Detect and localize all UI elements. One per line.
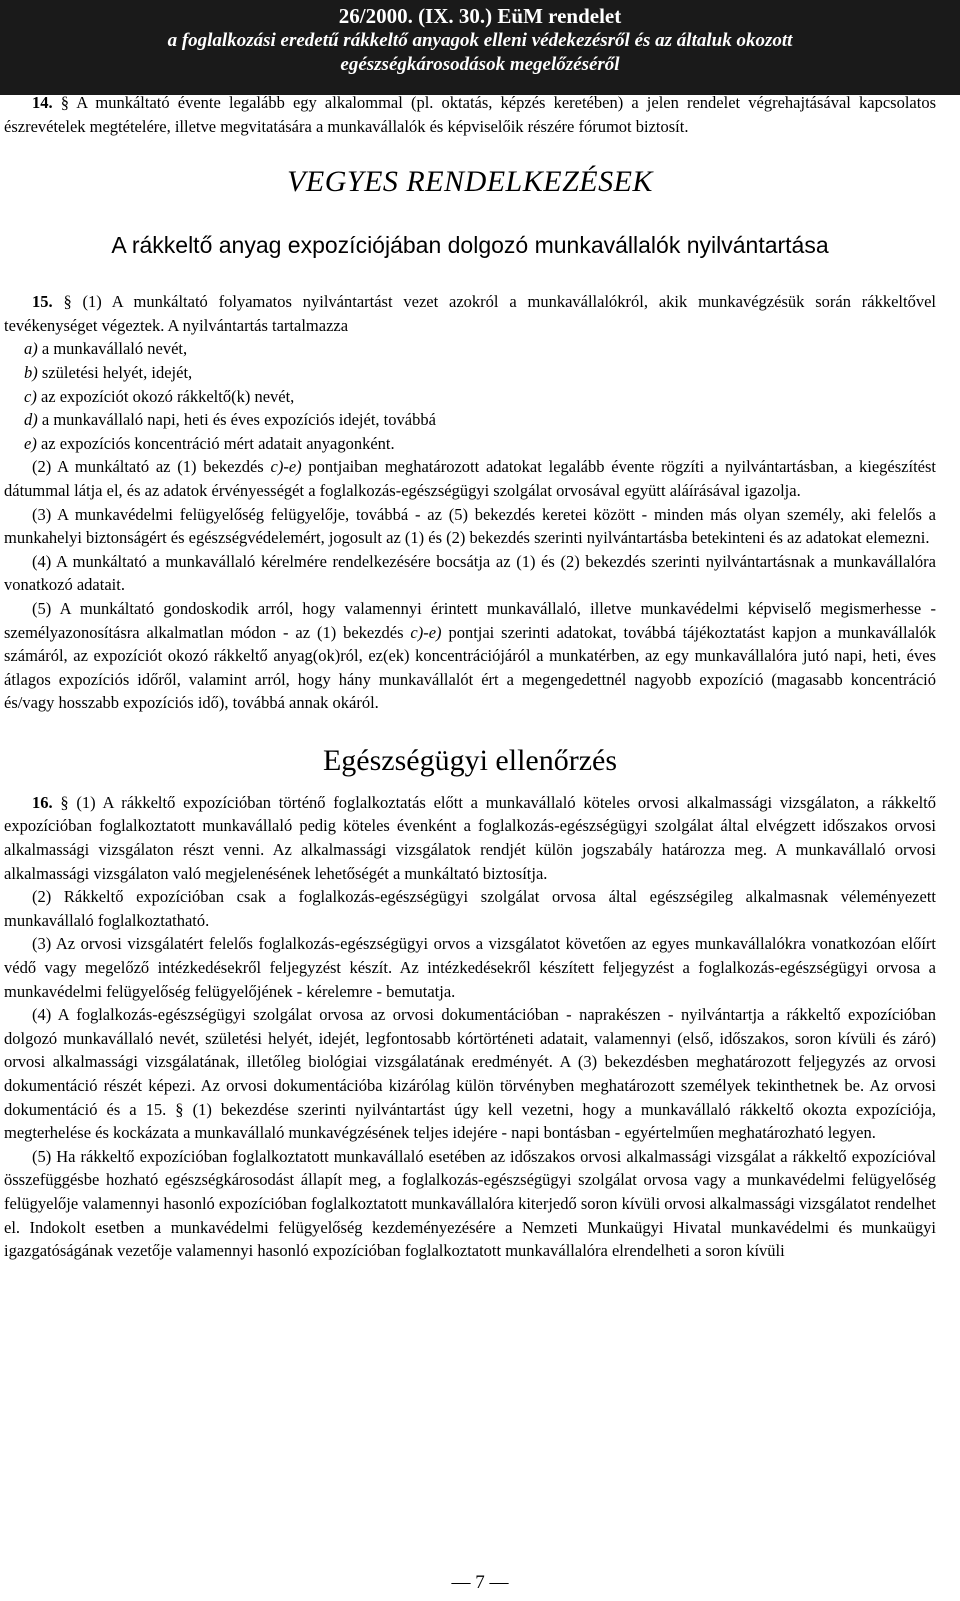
section-16-paragraph-1 — [4, 791, 936, 885]
list-item-label: a) — [24, 339, 38, 359]
p5-text-a: (5) A munkáltató gondoskodik arról, hogy valamennyi érintett munkavállaló, illetve munkavédelmi képviselő megismerhesse - személyazonosításra alkalmatlan módon - az (1) bekezdés — [4, 598, 936, 642]
list-item — [24, 385, 936, 409]
page-number: — 7 — — [451, 1572, 509, 1593]
section-15-p1-text: (1) A munkáltató folyamatos nyilvántartást vezet azokról a munkavállalókról, akik munkavégzésük során rákkeltővel tevékenységet végeztek. A nyilvántartás tartalmazza — [4, 292, 936, 335]
p2-text-b: pontjaiban meghatározott adatokat legalább évente rögzíti a nyilvántartásban, a kiegészítést dátummal látja el, és az adatok érvényességét a foglalkozás-egészségügyi szolgálat orvosával együtt aláírásával igazolja. — [4, 457, 936, 500]
section-15 — [4, 290, 936, 715]
heading-registry: A rákkeltő anyag expozíciójában dolgozó munkavállalók nyilvántartása — [111, 232, 829, 259]
list-item-text: az expozíciót okozó rákkeltő(k) nevét, — [36, 386, 295, 406]
section-15-paragraph-5 — [4, 597, 936, 715]
header-decree-number: 26/2000. (IX. 30.) EüM rendelet — [338, 4, 622, 28]
list-item — [24, 408, 936, 432]
registry-contents-list — [4, 337, 936, 455]
section-14 — [4, 91, 936, 138]
document-header — [0, 0, 960, 95]
section-16-paragraph-5: (5) Ha rákkeltő expozícióban foglalkoztatott munkavállaló esetében az időszakos orvosi alkalmassági vizsgálat a rákkeltő expozícióval összefüggésbe hozható egészségkárosodást állapít meg, a foglalkozás-egészségügyi szolgálat orvosa vagy a munkavédelmi felügyelőség felügyelője valamennyi hasonló expozícióban foglalkoztatott munkavállalóra kiterjedő soron kívüli orvosi alkalmassági vizsgálatot rendelhet el. Indokolt esetben a munkavédelmi felügyelőség kezdeményezésére a Nemzeti Munkaügyi Hivatal munkavédelmi és munkaügyi igazgatóságának vezetője valamennyi hasonló expozícióban foglalkoztatott munkavállalóra elrendelheti a soron kívüli — [4, 1146, 936, 1261]
section-16-p1-text: (1) A rákkeltő expozícióban történő foglalkoztatás előtt a munkavállaló köteles orvosi alkalmassági vizsgálaton, a rákkeltő expozícióban foglalkoztatott munkavállaló pedig köteles évenként a foglalkozás-egészségügyi szolgálat által elvégzett időszakos orvosi alkalmassági vizsgálaton részt venni. Az alkalmassági vizsgálatok rendjét külön jogszabály határozza meg. A munkavállaló orvosi alkalmassági vizsgálaton való megjelenésének lehetőségét a munkáltató biztosítja. — [4, 792, 936, 883]
list-item — [24, 361, 936, 385]
list-item-text: születési helyét, idejét, — [37, 362, 193, 382]
list-item-label: b) — [24, 362, 38, 382]
section-16-paragraph-sign: § — [60, 792, 69, 812]
list-item-text: az expozíciós koncentráció mért adatait anyagonként. — [36, 433, 395, 453]
section-15-paragraph-2 — [4, 455, 936, 502]
section-16 — [4, 791, 936, 1263]
heading-mixed-provisions: VEGYES RENDELKEZÉSEK — [287, 165, 653, 199]
p2-text-a: (2) A munkáltató az (1) bekezdés — [32, 457, 271, 477]
section-15-paragraph-4: (4) A munkáltató a munkavállaló kérelmére rendelkezésére bocsátja az (1) és (2) bekezdés szerinti nyilvántartásnak a munkavállalóra vonatkozó adatait. — [4, 551, 936, 595]
section-15-paragraph-sign: § — [63, 292, 72, 312]
section-16-number: 16. — [32, 792, 53, 812]
p2-reference: c)-e) — [270, 457, 302, 477]
section-16-paragraph-4: (4) A foglalkozás-egészségügyi szolgálat orvosa az orvosi dokumentációban - naprakészen - nyilvántartja a rákkeltő expozícióban dolgozó munkavállaló nevét, születési helyét, idejét, legfontosabb kórtörténeti adatait, valamennyi (első, időszakos, soron kívüli és záró) orvosi alkalmassági vizsgálatának, illetőleg biológiai vizsgálatának eredményét. A (3) bekezdésben meghatározott feljegyzés az orvosi dokumentáció részét képezi. Az orvosi dokumentációba kizárólag külön törvényben meghatározott személyek tekinthetnek be. Az orvosi dokumentáció és a 15. § (1) bekezdése szerinti nyilvántartást úgy kell vezetni, hogy a munkavállaló rákkeltő okozta expozíciója, megterhelése és kockázata a munkavállaló munkavégzésének teljes idejére - napi bontásban - egyértelműen meghatározható legyen. — [4, 1005, 936, 1143]
list-item-label: c) — [24, 386, 37, 406]
section-15-paragraph-1 — [4, 290, 936, 337]
list-item — [24, 337, 936, 361]
header-title-line2: egészségkárosodások megelőzéséről — [340, 54, 620, 75]
section-14-number: 14. — [32, 93, 53, 112]
section-16-paragraph-3: (3) Az orvosi vizsgálatért felelős foglalkozás-egészségügyi orvos a vizsgálatot követően az egyes munkavállalókra vonatkozóan előírt védő vagy megelőző intézkedésekről feljegyzést készít. Az intézkedésekről készített feljegyzést a foglalkozás-egészségügyi orvosa a munkavédelmi felügyelőség felügyelőjének - kérelemre - bemutatja. — [4, 934, 936, 1001]
list-item-label: e) — [24, 433, 37, 453]
list-item-text: a munkavállaló napi, heti és éves expozíciós idejét, továbbá — [37, 410, 436, 430]
list-item — [24, 432, 936, 456]
section-14-paragraph-sign: § — [60, 93, 70, 112]
heading-health-check: Egészségügyi ellenőrzés — [322, 743, 618, 777]
header-title-line1: a foglalkozási eredetű rákkeltő anyagok elleni védekezésről és az általuk okozott — [167, 30, 793, 51]
section-15-paragraph-3: (3) A munkavédelmi felügyelőség felügyelője, továbbá - az (5) bekezdés keretei között - minden más olyan személy, aki felelős a munkahelyi biztonságért és egészségvédelemért, jogosult az (1) és (2) bekezdés szerinti nyilvántartásba betekinteni és az adatokat elemezni. — [4, 504, 936, 548]
section-16-paragraph-2: (2) Rákkeltő expozícióban csak a foglalkozás-egészségügyi szolgálat orvosa által egészségileg alkalmasnak véleményezett munkavállaló foglalkoztatható. — [4, 887, 936, 930]
document-body — [4, 91, 936, 1263]
p5-text-b: pontjai szerinti adatokat, továbbá tájékoztatást kapjon a munkavállalók számáról, az expozíciót okozó rákkeltő anyag(ok)ról, ez(ek) koncentrációjáról a munkatérben, az egy munkavállalóra jutó napi, heti, éves átlagos expozíciós időről, valamint arról, hogy hány munkavállalót ért a megengedettnél nagyobb expozíció (magasabb koncentráció és/vagy hosszabb expozíciós idő), továbbá annak okáról. — [4, 622, 936, 713]
list-item-label: d) — [24, 410, 38, 430]
section-14-text: A munkáltató évente legalább egy alkalommal (pl. oktatás, képzés keretében) a jelen rendelet végrehajtásával kapcsolatos észrevételek megtételére, illetve megvitatására a munkavállalók és képviselőik részére fórumot biztosít. — [4, 93, 936, 136]
list-item-text: a munkavállaló nevét, — [37, 339, 188, 359]
section-15-number: 15. — [32, 292, 53, 312]
p5-reference: c)-e) — [410, 622, 442, 642]
